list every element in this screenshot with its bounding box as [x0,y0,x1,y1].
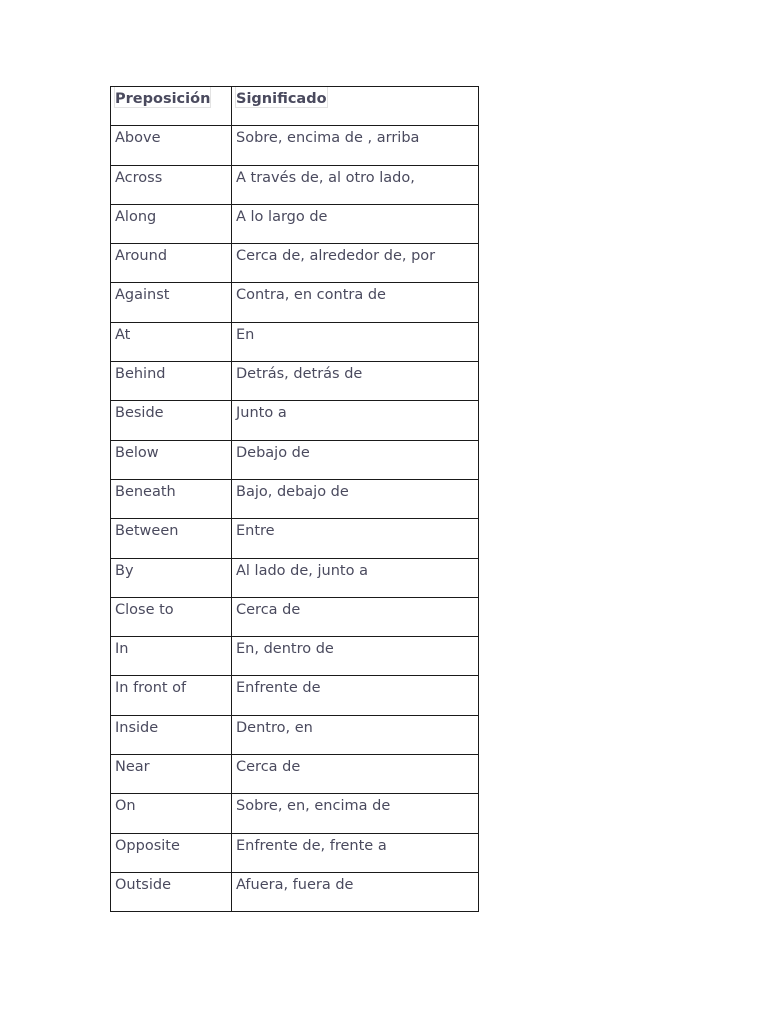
meaning-cell [232,833,479,872]
meaning-cell [232,322,479,361]
table-row [111,715,479,754]
preposition-cell-text: In front of [115,680,187,697]
table-row [111,755,479,794]
meaning-cell [232,126,479,165]
preposition-cell [111,204,232,243]
preposition-cell [111,322,232,361]
preposition-cell-text: Around [115,248,168,265]
prepositions-table [110,86,479,912]
meaning-cell-text: Al lado de, junto a [236,562,368,579]
table-row [111,283,479,322]
meaning-cell-text: Afuera, fuera de [236,876,354,893]
preposition-cell [111,440,232,479]
table-row [111,479,479,518]
preposition-cell-text: Beside [115,405,164,422]
table-row [111,165,479,204]
preposition-cell-text: Inside [115,719,159,736]
preposition-cell-text: Outside [115,876,171,893]
table-body [111,126,479,912]
meaning-cell-text: Dentro, en [236,719,313,736]
meaning-cell-text: En, dentro de [236,641,334,658]
preposition-cell [111,597,232,636]
table-row [111,322,479,361]
header-meaning [232,87,479,126]
preposition-cell [111,479,232,518]
header-preposition-label: Preposición [115,87,210,107]
meaning-cell-text: A lo largo de [236,208,328,225]
meaning-cell [232,165,479,204]
meaning-cell-text: Cerca de [236,601,301,618]
meaning-cell-text: A través de, al otro lado, [236,169,415,186]
table-row [111,637,479,676]
meaning-cell-text: Debajo de [236,444,310,461]
preposition-cell-text: Behind [115,366,166,383]
meaning-cell-text: Enfrente de [236,680,321,697]
preposition-cell [111,676,232,715]
meaning-cell [232,519,479,558]
table-row [111,362,479,401]
preposition-cell-text: Close to [115,601,174,618]
preposition-cell-text: On [115,798,136,815]
preposition-cell [111,872,232,911]
table-row [111,872,479,911]
preposition-cell-text: Above [115,130,161,147]
meaning-cell-text: Cerca de, alrededor de, por [236,248,436,265]
meaning-cell [232,755,479,794]
table-row [111,558,479,597]
meaning-cell [232,401,479,440]
preposition-cell [111,833,232,872]
preposition-cell-text: Opposite [115,837,180,854]
table-row [111,401,479,440]
meaning-cell-text: Enfrente de, frente a [236,837,387,854]
preposition-cell-text: At [115,326,131,343]
table-row [111,244,479,283]
preposition-cell-text: Across [115,169,163,186]
header-preposition [111,87,232,126]
table-row [111,440,479,479]
preposition-cell-text: By [115,562,134,579]
preposition-cell-text: Between [115,523,179,540]
preposition-cell-text: Along [115,208,157,225]
meaning-cell [232,244,479,283]
meaning-cell [232,362,479,401]
preposition-cell [111,637,232,676]
preposition-cell [111,362,232,401]
meaning-cell [232,479,479,518]
meaning-cell-text: Sobre, en, encima de [236,798,391,815]
meaning-cell-text: Cerca de [236,759,301,776]
preposition-cell [111,401,232,440]
table-row [111,204,479,243]
preposition-cell [111,244,232,283]
meaning-cell [232,637,479,676]
table-row [111,597,479,636]
preposition-cell [111,755,232,794]
meaning-cell [232,597,479,636]
meaning-cell-text: Entre [236,523,275,540]
preposition-cell [111,283,232,322]
preposition-cell-text: Near [115,759,150,776]
preposition-cell-text: Beneath [115,483,176,500]
table-row [111,126,479,165]
meaning-cell [232,676,479,715]
meaning-cell-text: Junto a [236,405,287,422]
meaning-cell-text: Bajo, debajo de [236,483,349,500]
preposition-cell-text: In [115,641,129,658]
preposition-cell [111,715,232,754]
meaning-cell [232,204,479,243]
table-header-row [111,87,479,126]
preposition-cell [111,165,232,204]
meaning-cell-text: Sobre, encima de , arriba [236,130,420,147]
meaning-cell [232,794,479,833]
meaning-cell-text: Detrás, detrás de [236,366,363,383]
table-row [111,833,479,872]
preposition-cell [111,126,232,165]
meaning-cell-text: En [236,326,255,343]
meaning-cell-text: Contra, en contra de [236,287,386,304]
preposition-cell [111,519,232,558]
header-meaning-label: Significado [236,87,327,107]
meaning-cell [232,283,479,322]
table-row [111,519,479,558]
preposition-cell [111,558,232,597]
preposition-cell-text: Against [115,287,170,304]
meaning-cell [232,440,479,479]
table-row [111,794,479,833]
meaning-cell [232,715,479,754]
meaning-cell [232,558,479,597]
preposition-cell-text: Below [115,444,159,461]
table-row [111,676,479,715]
preposition-cell [111,794,232,833]
meaning-cell [232,872,479,911]
